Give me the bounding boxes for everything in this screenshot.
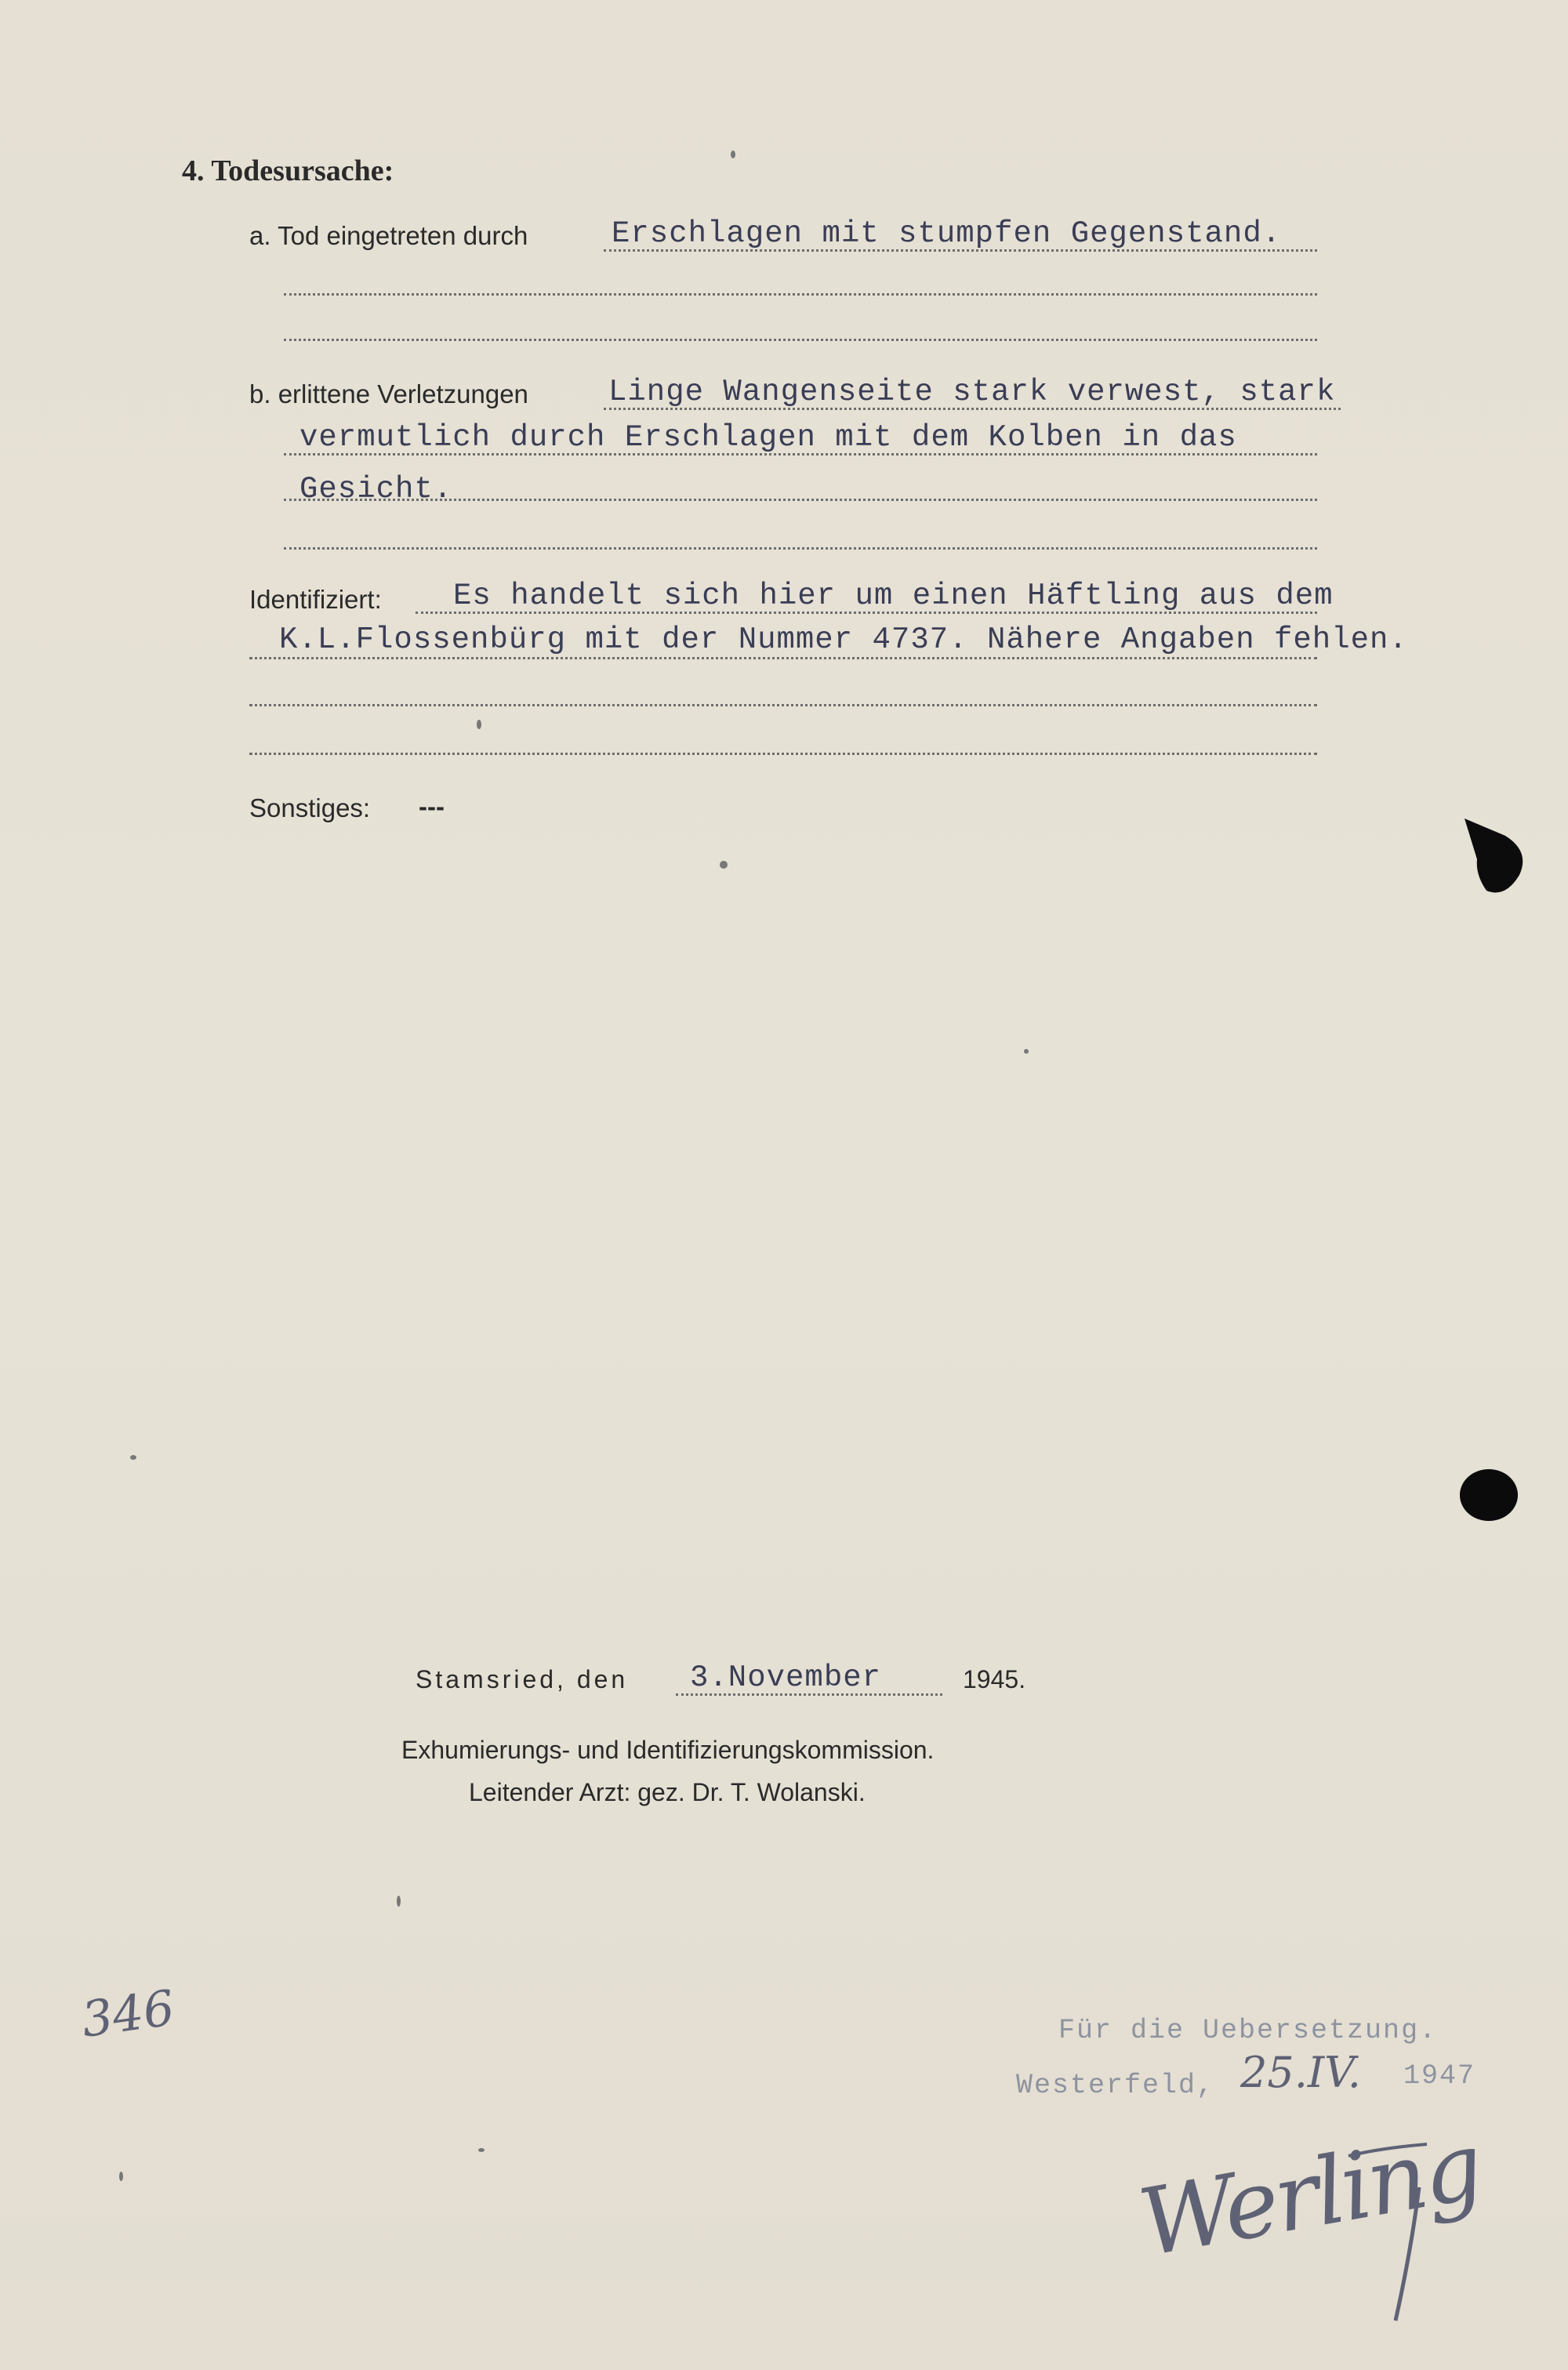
paper-speck <box>1024 1049 1029 1054</box>
date-value: 3.November <box>690 1660 882 1695</box>
section-heading: 4. Todesursache: <box>182 154 394 187</box>
page-number: 346 <box>78 1979 178 2049</box>
paper-speck <box>720 861 728 869</box>
other-label: Sonstiges: <box>249 793 371 822</box>
cause-label: a. Tod eingetreten durch <box>249 221 528 250</box>
cause-line-3 <box>284 339 1317 341</box>
paper-speck <box>119 2172 123 2181</box>
paper-speck <box>397 1896 401 1907</box>
paper-speck <box>478 2148 485 2152</box>
date-underline <box>676 1693 942 1696</box>
signature-stroke <box>1333 2140 1443 2328</box>
translation-stamp-year: 1947 <box>1403 2060 1476 2092</box>
injuries-line-3: Gesicht. <box>299 472 453 506</box>
signature: Werling <box>1131 2111 1488 2277</box>
translation-stamp-date: 25.IV. <box>1240 2048 1361 2097</box>
place-label: Stamsried, den <box>416 1665 629 1693</box>
injuries-underline-4 <box>284 547 1317 550</box>
doctor-line: Leitender Arzt: gez. Dr. T. Wolanski. <box>469 1778 866 1806</box>
cause-line-2 <box>284 293 1317 296</box>
identified-underline-2 <box>249 657 1317 659</box>
injuries-line-2: vermutlich durch Erschlagen mit dem Kolben in das <box>299 420 1237 455</box>
paper-speck <box>477 720 481 729</box>
identified-line-2: K.L.Flossenbürg mit der Nummer 4737. Nähere Angaben fehlen. <box>279 622 1408 657</box>
injuries-line-1: Linge Wangenseite stark verwest, stark <box>608 375 1336 409</box>
injuries-underline-2 <box>284 453 1317 455</box>
paper-speck <box>731 151 735 158</box>
injuries-underline-3 <box>284 499 1317 501</box>
cause-value: Erschlagen mit stumpfen Gegenstand. <box>612 216 1282 251</box>
identified-underline-1 <box>416 612 1317 614</box>
identified-line-1: Es handelt sich hier um einen Häftling aus dem <box>453 579 1334 613</box>
injuries-underline-1 <box>604 408 1341 410</box>
cause-line-1 <box>604 249 1317 252</box>
injuries-label: b. erlittene Verletzungen <box>249 379 528 408</box>
other-value: --- <box>419 792 445 821</box>
identified-label: Identifiziert: <box>249 585 382 614</box>
translation-stamp-line-1: Für die Uebersetzung. <box>1058 2015 1438 2046</box>
identified-underline-3 <box>249 704 1317 706</box>
punch-hole-bottom <box>1460 1469 1518 1521</box>
year-value: 1945. <box>963 1665 1026 1693</box>
identified-underline-4 <box>249 753 1317 755</box>
translation-stamp-place: Westerfeld, <box>1016 2070 1215 2101</box>
paper-speck <box>130 1455 136 1460</box>
commission-title: Exhumierungs- und Identifizierungskommission. <box>401 1736 935 1764</box>
punch-hole-top <box>1458 812 1529 898</box>
